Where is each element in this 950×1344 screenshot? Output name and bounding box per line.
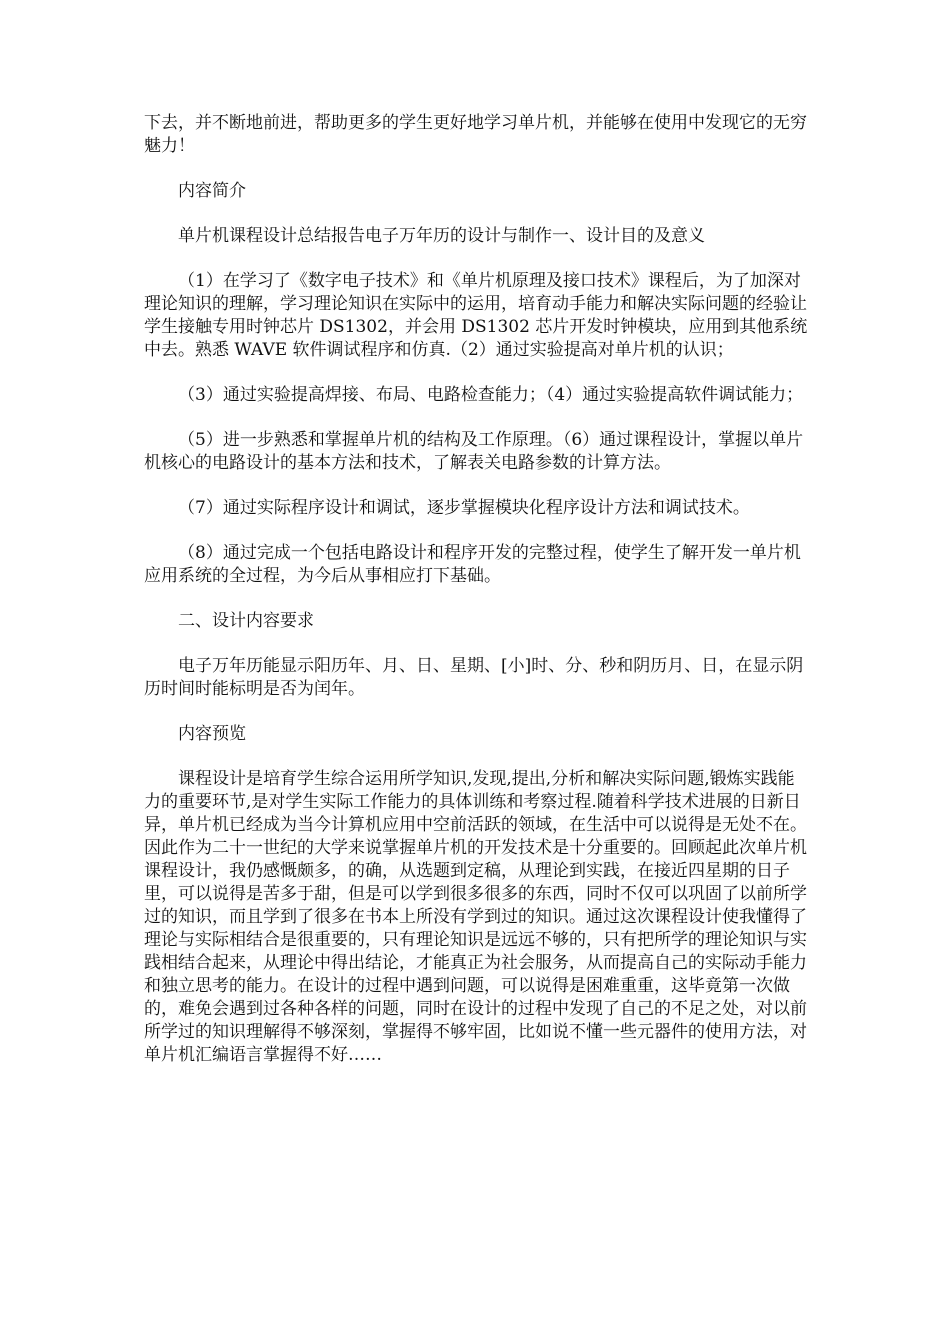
document-body bbox=[144, 112, 808, 1089]
paragraph-objective-5-6: （5）进一步熟悉和掌握单片机的结构及工作原理。（6）通过课程设计，掌握以单片机核心的电路设计的基本方法和技术，了解表关电路参数的计算方法。 bbox=[144, 430, 804, 473]
paragraph-objective-3-4: （3）通过实验提高焊接、布局、电路检查能力；（4）通过实验提高软件调试能力； bbox=[178, 385, 804, 405]
paragraph-report-title: 单片机课程设计总结报告电子万年历的设计与制作一、设计目的及意义 bbox=[178, 226, 705, 246]
paragraph-objective-1-2: （1）在学习了《数字电子技术》和《单片机原理及接口技术》课程后，为了加深对理论知识的理解，学习理论知识在实际中的运用，培育动手能力和解决实际问题的经验让学生接触专用时钟芯片 DS1302，并会用 DS1302 芯片开发时钟模块，应用到其他系统中去。熟悉 WAVE 软件调试程序和仿真.（2）通过实验提高对单片机的认识； bbox=[144, 271, 808, 360]
paragraph-requirements: 电子万年历能显示阳历年、月、日、星期、[小]时、分、秒和阴历月、日，在显示阴历时间时能标明是否为闰年。 bbox=[144, 656, 804, 699]
heading-content-preview: 内容预览 bbox=[178, 724, 246, 744]
paragraph-objective-7: （7）通过实际程序设计和调试，逐步掌握模块化程序设计方法和调试技术。 bbox=[178, 498, 750, 518]
paragraph-objective-8: （8）通过完成一个包括电路设计和程序开发的完整过程，使学生了解开发一单片机应用系统的全过程，为今后从事相应打下基础。 bbox=[144, 543, 801, 586]
heading-content-summary: 内容简介 bbox=[178, 181, 246, 201]
paragraph-intro-continuation: 下去，并不断地前进，帮助更多的学生更好地学习单片机，并能够在使用中发现它的无穷魅力！ bbox=[144, 113, 807, 156]
heading-design-requirements: 二、设计内容要求 bbox=[178, 611, 314, 631]
paragraph-preview-body: 课程设计是培育学生综合运用所学知识,发现,提出,分析和解决实际问题,锻炼实践能力的重要环节,是对学生实际工作能力的具体训练和考察过程.随着科学技术进展的日新日异，单片机已经成为当今计算机应用中空前活跃的领域，在生活中可以说得是无处不在。因此作为二十一世纪的大学来说掌握单片机的开发技术是十分重要的。回顾起此次单片机课程设计，我仍感慨颇多，的确，从选题到定稿，从理论到实践，在接近四星期的日子里，可以说得是苦多于甜，但是可以学到很多很多的东西，同时不仅可以巩固了以前所学过的知识，而且学到了很多在书本上所没有学到过的知识。通过这次课程设计使我懂得了理论与实际相结合是很重要的，只有理论知识是远远不够的，只有把所学的理论知识与实践相结合起来，从理论中得出结论，才能真正为社会服务，从而提高自己的实际动手能力和独立思考的能力。在设计的过程中遇到问题，可以说得是困难重重，这毕竟第一次做的，难免会遇到过各种各样的问题，同时在设计的过程中发现了自己的不足之处，对以前所学过的知识理解得不够深刻，掌握得不够牢固，比如说不懂一些元器件的使用方法，对单片机汇编语言掌握得不好…… bbox=[144, 769, 807, 1065]
